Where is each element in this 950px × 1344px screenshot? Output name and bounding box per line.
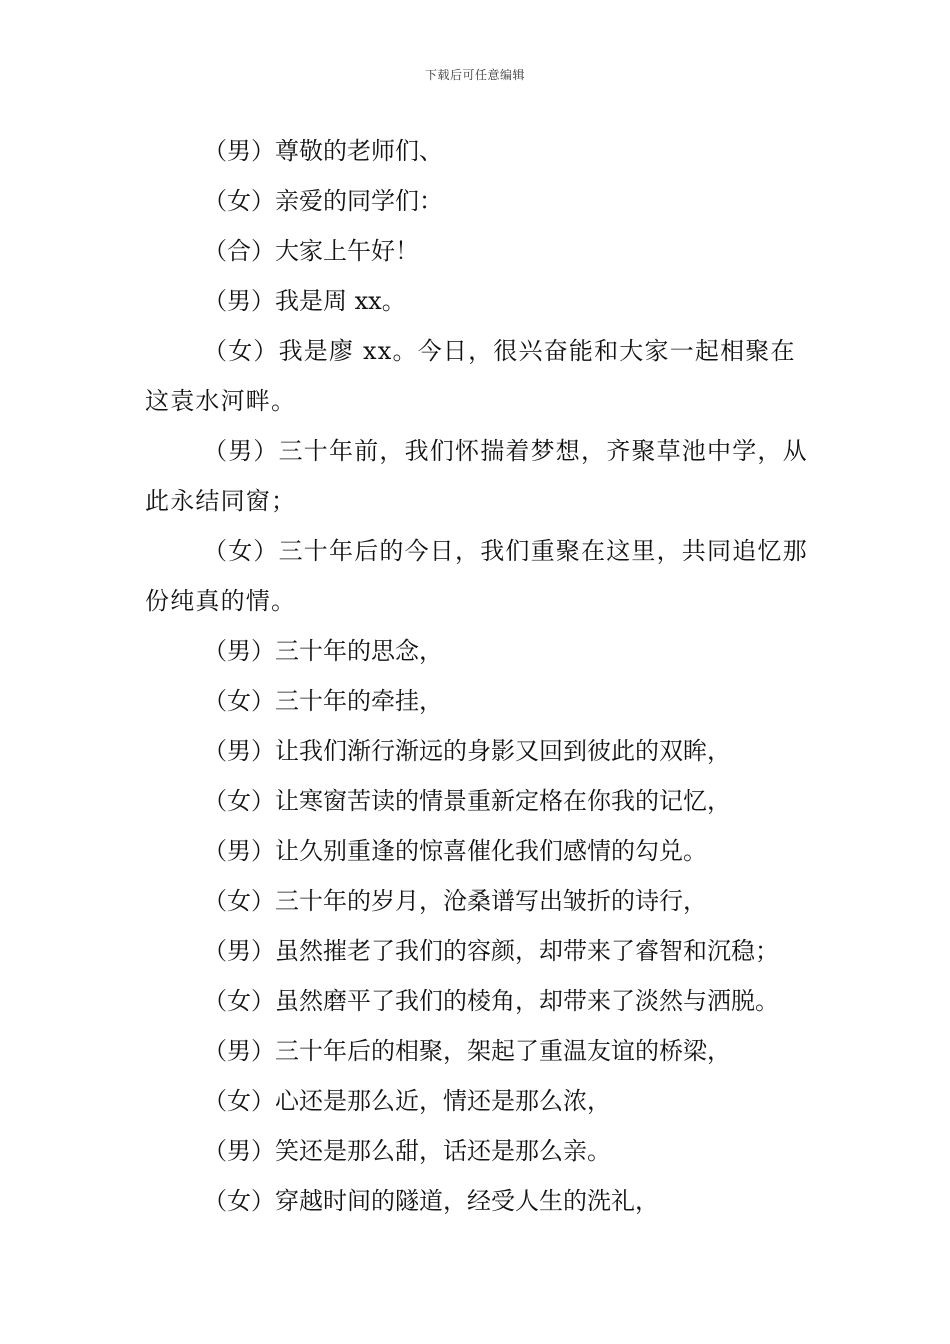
paragraph-line: （女）心还是那么近，情还是那么浓， <box>203 1087 611 1115</box>
paragraph-greeting-all: （合）大家上午好！ <box>203 237 419 265</box>
paragraph-line: （男）让我们渐行渐远的身影又回到彼此的双眸， <box>203 737 731 765</box>
paragraph-female-host-intro: （女）我是廖 xx。今日，很兴奋能和大家一起相聚在这袁水河畔。 <box>145 337 796 415</box>
paragraph-line: （女）让寒窗苦读的情景重新定格在你我的记忆， <box>203 787 731 815</box>
paragraph-thirty-years-later: （女）三十年后的今日，我们重聚在这里，共同追忆那份纯真的情。 <box>145 537 808 615</box>
paragraph-greeting-classmates: （女）亲爱的同学们： <box>203 187 443 215</box>
paragraph-line: （男）三十年后的相聚，架起了重温友谊的桥梁， <box>203 1037 731 1065</box>
paragraph-male-host-intro: （男）我是周 xx。 <box>203 287 406 315</box>
paragraph-line: （女）三十年的牵挂， <box>203 687 443 715</box>
document-body <box>145 126 810 1226</box>
paragraph-line: （男）让久别重逢的惊喜催化我们感情的勾兑。 <box>203 837 707 865</box>
paragraph-line: （女）虽然磨平了我们的棱角，却带来了淡然与洒脱。 <box>203 987 779 1015</box>
paragraph-greeting-teachers: （男）尊敬的老师们、 <box>203 137 443 165</box>
paragraph-line: （男）虽然摧老了我们的容颜，却带来了睿智和沉稳； <box>203 937 779 965</box>
paragraph-line: （男）笑还是那么甜，话还是那么亲。 <box>203 1137 611 1165</box>
paragraph-line: （女）三十年的岁月，沧桑谱写出皱折的诗行， <box>203 887 707 915</box>
page-header-note: 下载后可任意编辑 <box>424 68 525 82</box>
paragraph-thirty-years-ago: （男）三十年前，我们怀揣着梦想，齐聚草池中学，从此永结同窗； <box>145 437 808 515</box>
paragraph-line: （女）穿越时间的隧道，经受人生的洗礼， <box>203 1187 659 1215</box>
paragraph-line: （男）三十年的思念， <box>203 637 443 665</box>
